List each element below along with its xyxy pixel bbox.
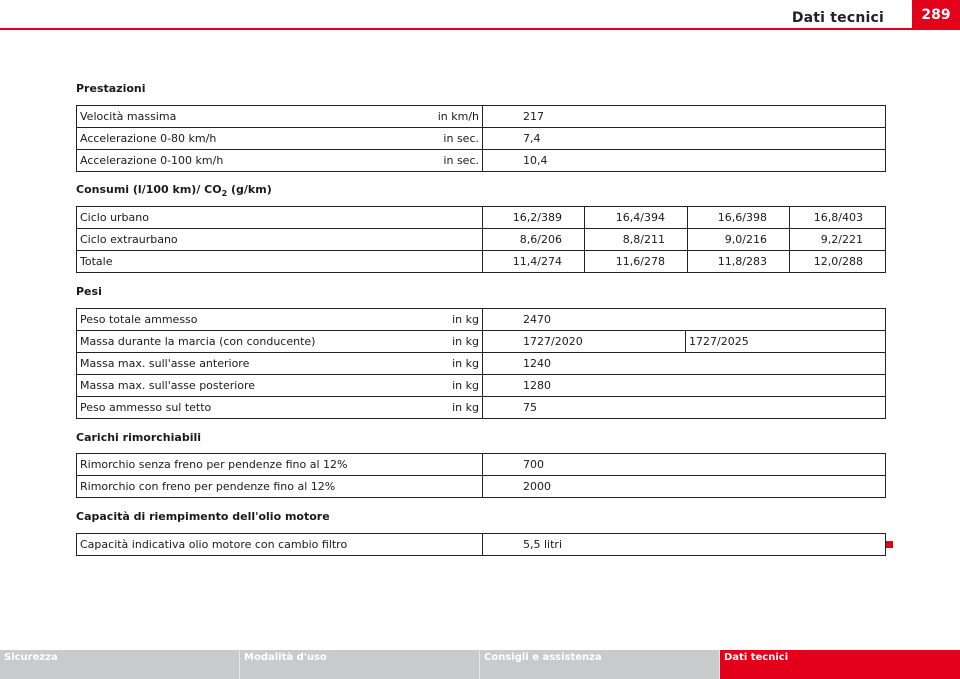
table-row: [77, 207, 886, 229]
row-label: Accelerazione 0-80 km/h: [80, 132, 217, 145]
row-label-cell: [77, 331, 483, 353]
row-label-cell: [77, 150, 483, 172]
row-label-cell: [77, 309, 483, 331]
consumi-title-sub: 2: [221, 189, 228, 199]
row-label: Capacità indicativa olio motore con cambio filtro: [77, 534, 483, 556]
end-of-section-marker: [886, 541, 893, 548]
row-value: 16,6/398: [688, 207, 790, 229]
row-value: 75: [483, 397, 886, 419]
consumi-title-main: Consumi (l/100 km)/ CO: [76, 183, 222, 196]
page-number: 289: [912, 0, 960, 30]
row-value: 1280: [483, 375, 886, 397]
section-title-pesi: Pesi: [76, 285, 102, 298]
row-value: 217: [483, 106, 886, 128]
row-label-cell: [77, 106, 483, 128]
row-value: 10,4: [483, 150, 886, 172]
footer-tab-sicurezza[interactable]: Sicurezza: [0, 650, 240, 679]
table-row: [77, 534, 886, 556]
table-row: [77, 476, 886, 498]
row-label: Massa durante la marcia (con conducente): [80, 335, 316, 348]
table-row: [77, 454, 886, 476]
header-rule: [0, 28, 960, 30]
row-unit: in km/h: [437, 110, 479, 123]
table-row: [77, 106, 886, 128]
row-value: 1727/2020: [483, 331, 686, 353]
table-pesi: [76, 308, 886, 419]
row-label: Totale: [77, 251, 483, 273]
row-value: 11,8/283: [688, 251, 790, 273]
row-label: Accelerazione 0-100 km/h: [80, 154, 224, 167]
table-olio: [76, 533, 886, 556]
row-value: 12,0/288: [790, 251, 886, 273]
section-title-olio: Capacità di riempimento dell'olio motore: [76, 510, 330, 523]
table-row: [77, 397, 886, 419]
row-unit: in kg: [452, 357, 479, 370]
row-label-cell: [77, 375, 483, 397]
table-row: [77, 331, 886, 353]
table-row: [77, 375, 886, 397]
chapter-title: Dati tecnici: [791, 10, 884, 26]
row-label: Ciclo urbano: [77, 207, 483, 229]
footer-nav: [0, 650, 960, 679]
table-consumi: [76, 206, 886, 273]
row-value-2: 1727/2025: [686, 331, 886, 353]
table-row: [77, 150, 886, 172]
row-label: Massa max. sull'asse posteriore: [80, 379, 256, 392]
row-unit: in kg: [452, 379, 479, 392]
row-unit: in sec.: [443, 132, 479, 145]
row-label-cell: [77, 397, 483, 419]
footer-tab-modalita-uso[interactable]: Modalità d'uso: [240, 650, 480, 679]
section-title-carichi: Carichi rimorchiabili: [76, 431, 202, 444]
row-value: 8,8/211: [585, 229, 688, 251]
row-unit: in sec.: [443, 154, 479, 167]
row-unit: in kg: [452, 313, 479, 326]
row-value: 2470: [483, 309, 886, 331]
row-value: 16,4/394: [585, 207, 688, 229]
row-label: Massa max. sull'asse anteriore: [80, 357, 250, 370]
row-value: 9,2/221: [790, 229, 886, 251]
row-value: 8,6/206: [483, 229, 585, 251]
table-row: [77, 251, 886, 273]
table-row: [77, 229, 886, 251]
table-row: [77, 309, 886, 331]
row-label: Velocità massima: [80, 110, 177, 123]
table-row: [77, 353, 886, 375]
consumi-title-tail: (g/km): [227, 183, 272, 196]
table-prestazioni: [76, 105, 886, 172]
section-title-consumi: [76, 183, 272, 198]
footer-tab-dati-tecnici[interactable]: Dati tecnici: [720, 650, 960, 679]
row-label: Rimorchio con freno per pendenze fino al 12%: [77, 476, 483, 498]
row-unit: in kg: [452, 335, 479, 348]
row-value: 11,6/278: [585, 251, 688, 273]
row-value: 5,5 litri: [483, 534, 886, 556]
row-value: 16,8/403: [790, 207, 886, 229]
table-row: [77, 128, 886, 150]
row-value: 16,2/389: [483, 207, 585, 229]
row-label-cell: [77, 128, 483, 150]
row-label-cell: [77, 353, 483, 375]
footer-tab-consigli-assistenza[interactable]: Consigli e assistenza: [480, 650, 720, 679]
row-value: 11,4/274: [483, 251, 585, 273]
row-value: 700: [483, 454, 886, 476]
row-value: 1240: [483, 353, 886, 375]
row-label: Ciclo extraurbano: [77, 229, 483, 251]
row-label: Peso totale ammesso: [80, 313, 198, 326]
row-value: 9,0/216: [688, 229, 790, 251]
section-title-prestazioni: Prestazioni: [76, 82, 146, 95]
row-value: 2000: [483, 476, 886, 498]
row-unit: in kg: [452, 401, 479, 414]
row-value: 7,4: [483, 128, 886, 150]
row-label: Rimorchio senza freno per pendenze fino al 12%: [77, 454, 483, 476]
table-carichi: [76, 453, 886, 498]
row-label: Peso ammesso sul tetto: [80, 401, 212, 414]
